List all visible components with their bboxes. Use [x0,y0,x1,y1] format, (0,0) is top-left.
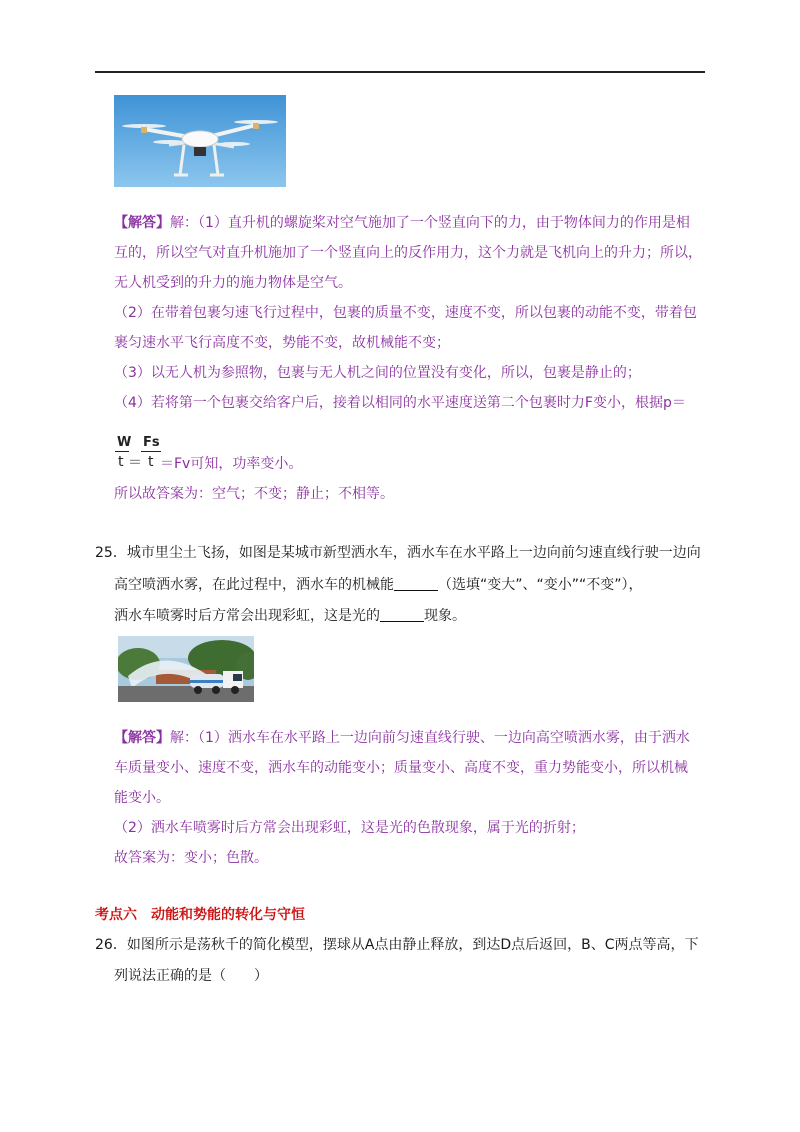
water-truck-photo [118,636,254,702]
q25-blank-1 [394,576,438,591]
q25-answer-line-2: 车质量变小、速度不变，洒水车的动能变小；质量变小、高度不变，重力势能变小，所以机械 [114,760,688,776]
drone-answer-line-4: （2）在带着包裹匀速飞行过程中，包裹的质量不变，速度不变，所以包裹的动能不变，带着包 [114,305,697,321]
answer-tag: 【解答】 [114,215,170,231]
q25-answer-line-4: （2）洒水车喷雾时后方常会出现彩虹，这是光的色散现象，属于光的折射； [114,820,585,836]
drone-answer-line-5: 裹匀速水平飞行高度不变，势能不变，故机械能不变； [114,335,450,351]
formula-num-w: W [117,435,132,450]
q25-answer-line-5: 故答案为：变小；色散。 [114,850,268,866]
drone-answer-final: 所以故答案为：空气；不变；静止；不相等。 [114,486,394,502]
formula-den-t2: t [148,454,154,470]
header-rule [95,71,705,73]
drone-answer-line-3: 无人机受到的升力的施力物体是空气。 [114,275,352,291]
formula-tail: ＝Fv可知，功率变小。 [160,456,303,472]
answer-tag: 【解答】 [114,730,170,746]
q25-answer-line-3: 能变小。 [114,790,170,806]
q25-line-2: 高空喷洒水雾，在此过程中，洒水车的机械能 （选填“变大”、“变小”“不变”）， [114,577,643,593]
q25-answer-line-1: 【解答】解：（1）洒水车在水平路上一边向前匀速直线行驶、一边向高空喷洒水雾，由于洒水 [114,730,690,746]
section-heading: 考点六 动能和势能的转化与守恒 [95,907,305,923]
drone-answer-line-7: （4）若将第一个包裹交给客户后，接着以相同的水平速度送第二个包裹时力F变小，根据p＝ [114,395,686,411]
drone-photo [114,95,286,187]
q25-line-3: 洒水车喷雾时后方常会出现彩虹，这是光的 现象。 [114,608,466,624]
formula-num-fs: Fs [143,435,160,450]
drone-answer-line-2: 互的，所以空气对直升机施加了一个竖直向上的反作用力，这个力就是飞机向上的升力；所以， [114,245,702,261]
drone-answer-line-6: （3）以无人机为参照物，包裹与无人机之间的位置没有变化，所以，包裹是静止的； [114,365,641,381]
formula-den-t1: t [118,454,124,470]
formula-eq: ＝ [128,455,142,471]
drone-answer-line-1: 【解答】解：（1）直升机的螺旋桨对空气施加了一个竖直向下的力，由于物体间力的作用是相 [114,215,690,231]
q25-line-1: 25．城市里尘土飞扬，如图是某城市新型洒水车，洒水车在水平路上一边向前匀速直线行驶一边向 [95,545,701,561]
q26-line-2: 列说法正确的是（ ） [114,968,268,984]
q25-blank-2 [380,607,424,622]
q26-line-1: 26．如图所示是荡秋千的简化模型，摆球从A点由静止释放，到达D点后返回，B、C两点等高，下 [95,937,699,953]
